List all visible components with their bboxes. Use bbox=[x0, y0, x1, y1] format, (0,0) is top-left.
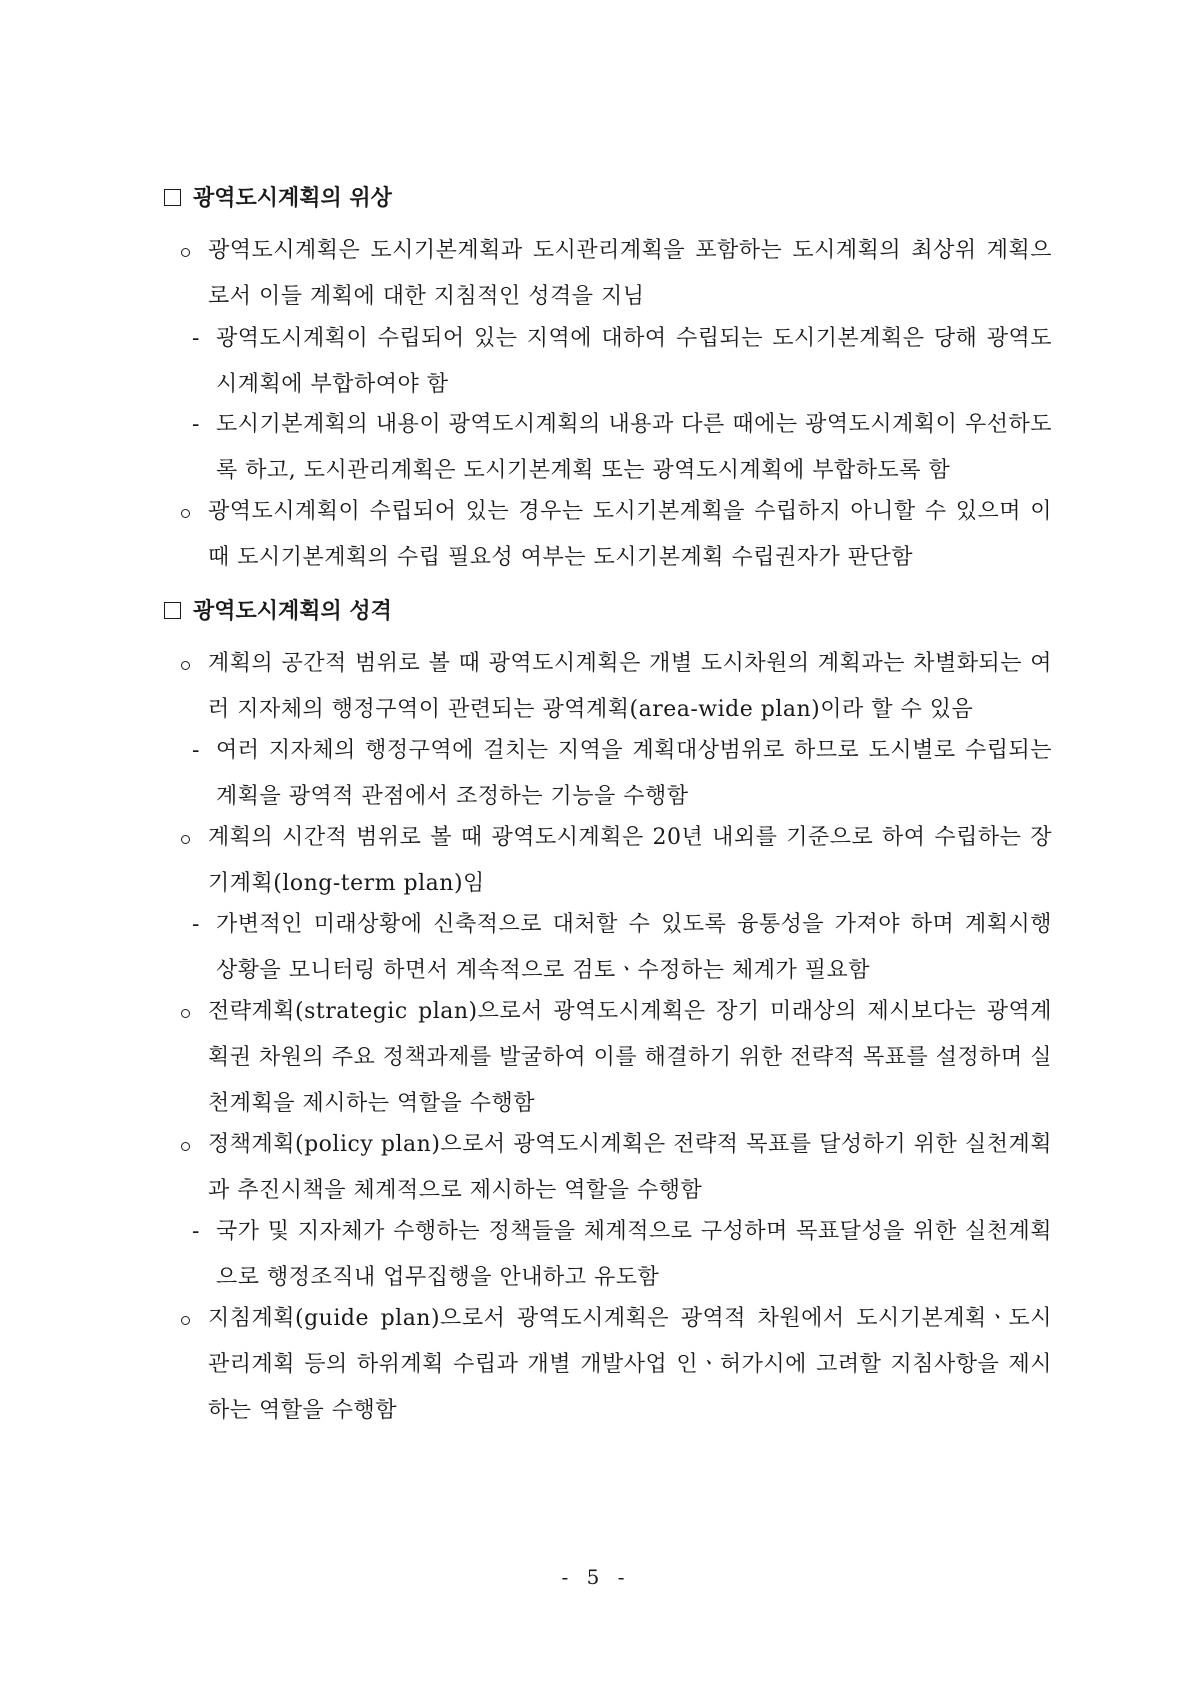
circle-bullet-icon bbox=[181, 1142, 190, 1151]
bullet-item: 전략계획(strategic plan)으로서 광역도시계획은 장기 미래상의 제시보다는 광역계획권 차원의 주요 정책과제를 발굴하여 이를 해결하기 위한 전략적 목표를 설정하며 실천계획을 제시하는 역할을 수행함 bbox=[208, 989, 1052, 1127]
circle-bullet-icon bbox=[181, 835, 190, 844]
dash-item: - 가변적인 미래상황에 신축적으로 대처할 수 있도록 융통성을 가져야 하며 계획시행 상황을 모니터링 하면서 계속적으로 검토ㆍ수정하는 체계가 필요함 bbox=[216, 902, 1052, 994]
circle-bullet-icon bbox=[181, 509, 190, 518]
circle-bullet-icon bbox=[181, 248, 190, 257]
section-title: 광역도시계획의 위상 bbox=[164, 183, 392, 213]
bullet-item: 지침계획(guide plan)으로서 광역도시계획은 광역적 차원에서 도시기본계획ㆍ도시관리계획 등의 하위계획 수립과 개별 개발사업 인ㆍ허가시에 고려할 지침사항을 제시하는 역할을 수행함 bbox=[208, 1296, 1052, 1434]
section-title: 광역도시계획의 성격 bbox=[164, 596, 392, 626]
dash-item: - 도시기본계획의 내용이 광역도시계획의 내용과 다른 때에는 광역도시계획이 우선하도록 하고, 도시관리계획은 도시기본계획 또는 광역도시계획에 부합하도록 함 bbox=[216, 402, 1052, 494]
bullet-item: 계획의 공간적 범위로 볼 때 광역도시계획은 개별 도시차원의 계획과는 차별화되는 여러 지자체의 행정구역이 관련되는 광역계획(area-wide plan)이라 할 수 있음 bbox=[208, 641, 1052, 733]
dash-marker: - bbox=[192, 912, 200, 937]
checkbox-square-icon bbox=[164, 189, 181, 206]
page-number: - 5 - bbox=[561, 1565, 631, 1589]
dash-marker: - bbox=[192, 738, 200, 763]
checkbox-square-icon bbox=[164, 602, 181, 619]
dash-item: - 여러 지자체의 행정구역에 걸치는 지역을 계획대상범위로 하므로 도시별로 수립되는 계획을 광역적 관점에서 조정하는 기능을 수행함 bbox=[216, 728, 1052, 820]
bullet-item: 광역도시계획은 도시기본계획과 도시관리계획을 포함하는 도시계획의 최상위 계획으로서 이들 계획에 대한 지침적인 성격을 지님 bbox=[208, 228, 1052, 320]
circle-bullet-icon bbox=[181, 1009, 190, 1018]
bullet-item: 광역도시계획이 수립되어 있는 경우는 도시기본계획을 수립하지 아니할 수 있으며 이 때 도시기본계획의 수립 필요성 여부는 도시기본계획 수립권자가 판단함 bbox=[208, 489, 1052, 581]
dash-marker: - bbox=[192, 326, 200, 351]
dash-item: - 광역도시계획이 수립되어 있는 지역에 대하여 수립되는 도시기본계획은 당해 광역도시계획에 부합하여야 함 bbox=[216, 316, 1052, 408]
bullet-item: 정책계획(policy plan)으로서 광역도시계획은 전략적 목표를 달성하기 위한 실천계획과 추진시책을 체계적으로 제시하는 역할을 수행함 bbox=[208, 1122, 1052, 1214]
dash-marker: - bbox=[192, 412, 200, 437]
circle-bullet-icon bbox=[181, 1316, 190, 1325]
dash-item: - 국가 및 지자체가 수행하는 정책들을 체계적으로 구성하며 목표달성을 위한 실천계획으로 행정조직내 업무집행을 안내하고 유도함 bbox=[216, 1209, 1052, 1301]
bullet-item: 계획의 시간적 범위로 볼 때 광역도시계획은 20년 내외를 기준으로 하여 수립하는 장기계획(long-term plan)임 bbox=[208, 815, 1052, 907]
circle-bullet-icon bbox=[181, 661, 190, 670]
dash-marker: - bbox=[192, 1219, 200, 1244]
